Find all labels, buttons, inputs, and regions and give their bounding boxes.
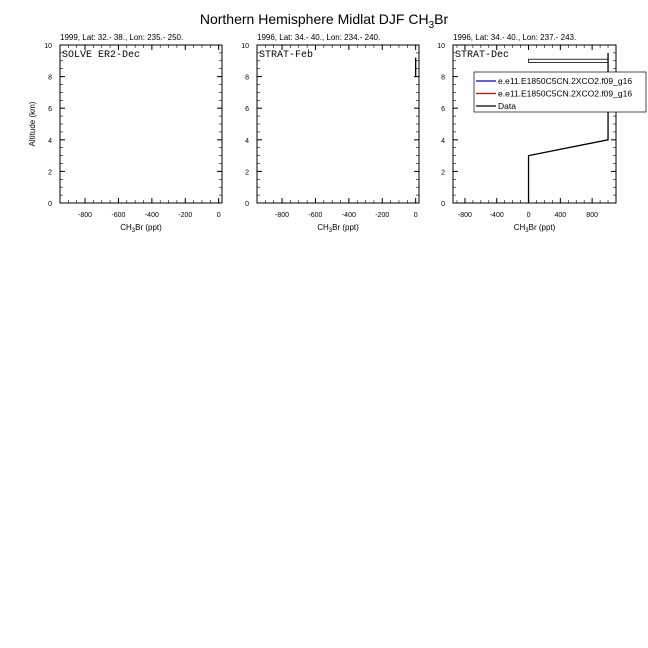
y-tick-label: 8 [48, 74, 52, 82]
panel-label: STRAT-Feb [259, 50, 314, 61]
x-tick-label: 400 [554, 212, 567, 219]
page-title-subscript: 3 [428, 20, 435, 31]
plot-frame [60, 45, 222, 203]
x-axis-label-sub: 3 [525, 228, 529, 234]
y-tick-label: 0 [48, 201, 52, 208]
x-axis-label-sub: 3 [131, 228, 136, 234]
x-tick-label: 800 [586, 212, 598, 219]
y-tick-label: 6 [441, 106, 445, 114]
x-tick-label: -800 [457, 212, 472, 219]
plot-frame [453, 45, 616, 203]
y-tick-label: 8 [441, 74, 445, 82]
x-tick-label: -400 [144, 212, 159, 219]
y-tick-label: 10 [44, 43, 52, 50]
x-axis-label [120, 223, 162, 234]
y-tick-label: 10 [241, 43, 249, 50]
legend-label: e.e11.E1850C5CN.2XCO2.f09_g16 [498, 88, 633, 99]
x-axis-label-pre: CH [317, 223, 329, 232]
y-tick-label: 6 [48, 106, 52, 114]
x-axis-label-pre: CH [513, 223, 526, 232]
legend [474, 72, 646, 112]
panel-label: STRAT-Dec [455, 50, 510, 61]
x-tick-label: -600 [111, 212, 126, 219]
panels [28, 33, 646, 234]
x-tick-label: 0 [526, 212, 531, 219]
panel-3 [437, 33, 646, 234]
page-title-tail: Br [434, 11, 449, 27]
panel-2 [241, 33, 419, 234]
x-axis-label-post: Br (ppt) [135, 223, 162, 232]
x-tick-label: -400 [489, 212, 504, 219]
x-tick-label: -400 [341, 212, 356, 219]
x-tick-label: -200 [375, 212, 390, 219]
panel-label: SOLVE ER2-Dec [62, 50, 141, 61]
x-axis-label-post: Br (ppt) [332, 223, 359, 232]
y-tick-label: 4 [48, 137, 52, 145]
panel-subtitle: 1996, Lat: 34.- 40., Lon: 234.- 240. [257, 33, 381, 42]
y-tick-label: 0 [245, 201, 249, 208]
y-tick-label: 8 [245, 74, 249, 82]
x-axis-label [317, 223, 359, 234]
x-tick-label: 0 [413, 212, 418, 219]
x-axis-label [514, 223, 556, 234]
panel-1 [28, 33, 222, 234]
page-title-main: Northern Hemisphere Midlat DJF CH [199, 11, 429, 27]
x-tick-label: -800 [275, 212, 290, 219]
y-tick-label: 2 [245, 169, 249, 177]
y-tick-label: 10 [437, 43, 445, 50]
y-tick-label: 2 [441, 169, 445, 177]
x-tick-label: -600 [308, 212, 323, 219]
y-tick-label: 6 [245, 106, 249, 114]
x-axis-label-sub: 3 [328, 228, 333, 234]
panel-subtitle: 1996, Lat: 34.- 40., Lon: 237.- 243. [453, 33, 577, 42]
plot-frame [257, 45, 419, 203]
y-tick-label: 0 [441, 201, 445, 208]
x-axis-label-pre: CH [120, 223, 132, 232]
data-range-box [529, 59, 609, 62]
panel-subtitle: 1999, Lat: 32.- 38., Lon: 235.- 250. [60, 33, 184, 42]
x-tick-label: -200 [178, 212, 193, 219]
x-tick-label: -800 [78, 212, 93, 219]
y-tick-label: 4 [245, 137, 249, 145]
page-title [200, 11, 449, 31]
legend-label: Data [498, 101, 516, 111]
y-tick-label: 4 [441, 137, 445, 145]
legend-label: e.e11.E1850C5CN.2XCO2.f09_g16 [498, 76, 633, 86]
y-tick-label: 2 [48, 169, 52, 177]
x-tick-label: 0 [216, 212, 221, 219]
x-axis-label-post: Br (ppt) [528, 223, 556, 232]
y-axis-label: Altitude (km) [28, 101, 37, 147]
